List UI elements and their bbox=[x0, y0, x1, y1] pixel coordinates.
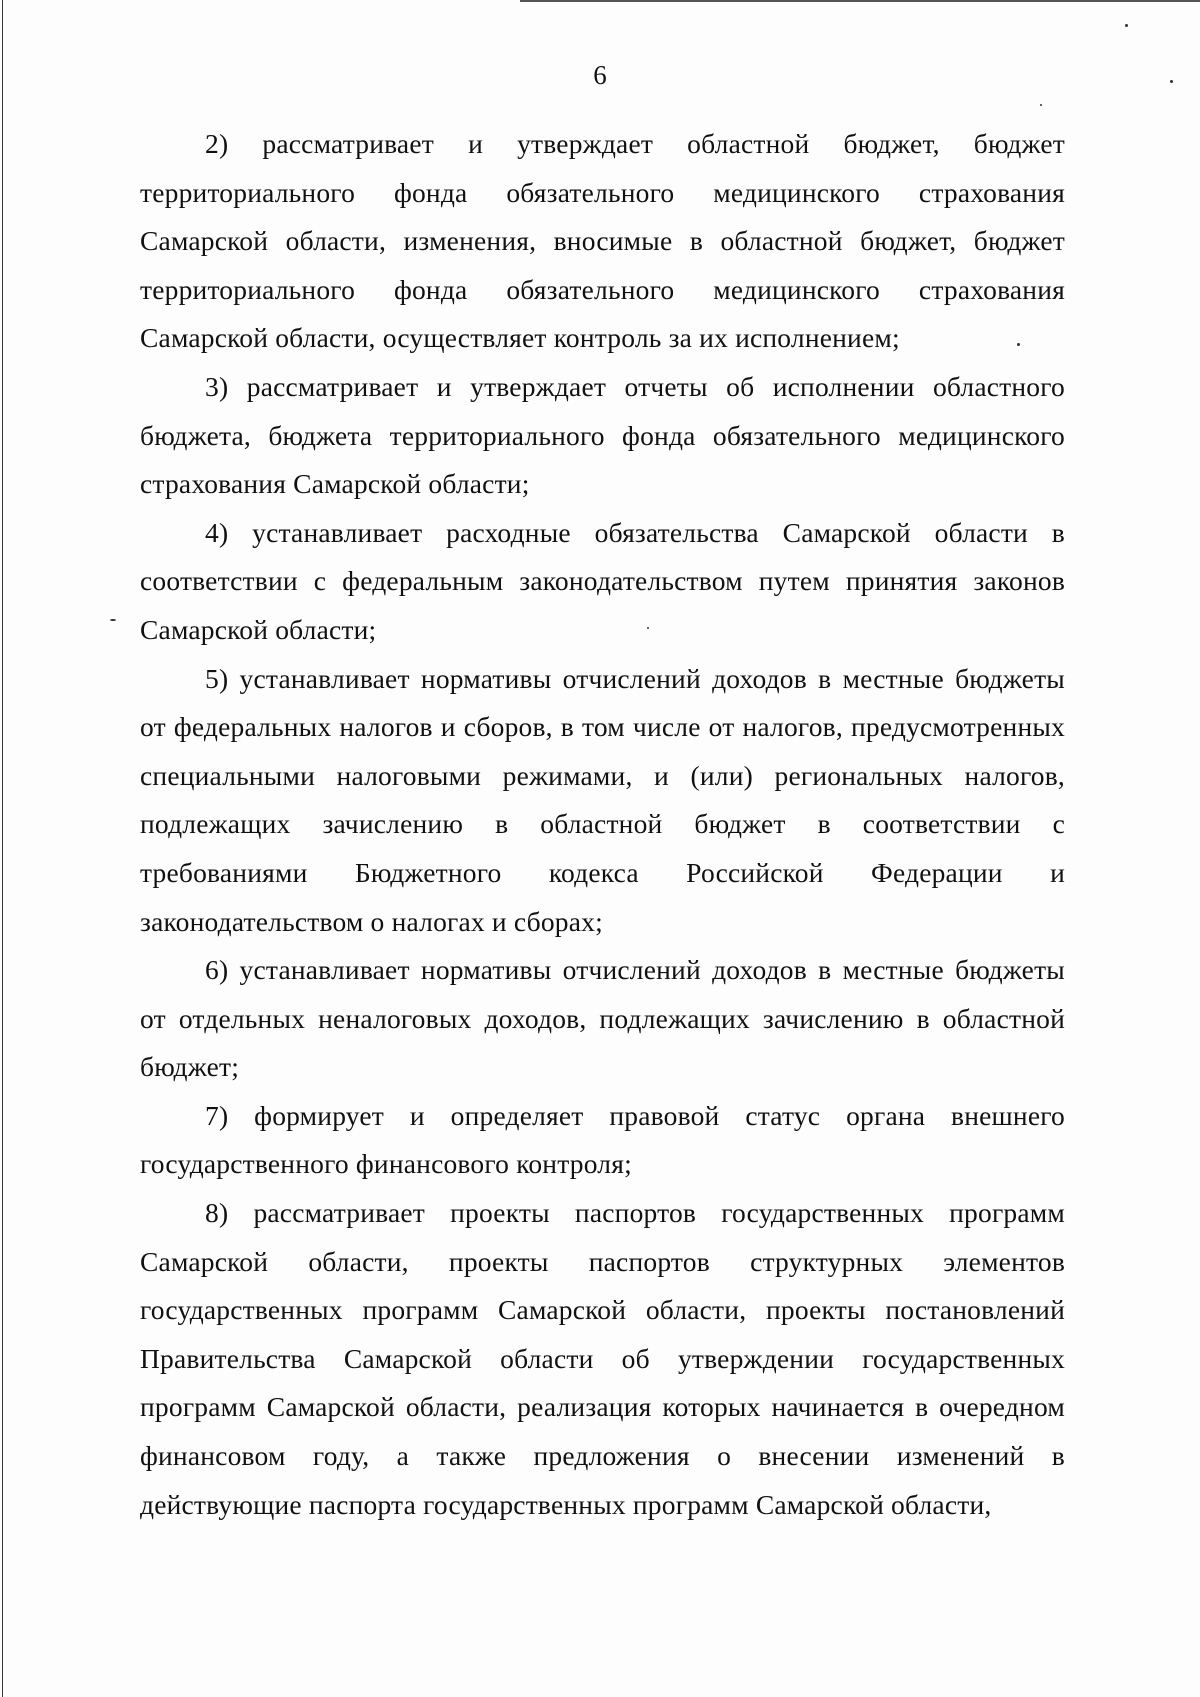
paragraph-item-3: 3) рассматривает и утверждает отчеты об исполнении областного бюджета, бюджета территориального фонда обязательного медицинского страхования Самарской области; bbox=[140, 370, 1065, 500]
paragraph-item-6: 6) устанавливает нормативы отчислений доходов в местные бюджеты от отдельных неналоговых доходов, подлежащих зачислению в областной бюджет; bbox=[140, 954, 1065, 1083]
paragraph-item-4: 4) устанавливает расходные обязательства Самарской области в соответствии с федеральным законодательством путем принятия законов Самарской области; bbox=[140, 516, 1065, 645]
scan-speck bbox=[110, 619, 116, 621]
paragraph-item-7: 7) формирует и определяет правовой статус органа внешнего государственного финансового контроля; bbox=[140, 1099, 1065, 1180]
paragraph-item-2: 2) рассматривает и утверждает областной бюджет, бюджет территориального фонда обязательного медицинского страхования Самарской области, изменения, вносимые в областной бюджет, бюджет территориального фонда обязательного медицинского страхования Самарской области, осуществляет контроль за их исполнением; bbox=[140, 128, 1065, 354]
scan-speck bbox=[1125, 24, 1128, 27]
scan-speck bbox=[1040, 104, 1042, 106]
paragraph-item-8: 8) рассматривает проекты паспортов государственных программ Самарской области, проекты паспортов структурных элементов государственных программ Самарской области, проекты постановлений Правительства Самарской области об утверждении государственных программ Самарской области, реализация которых начинается в очередном финансовом году, а также предложения о внесении изменений в действующие паспорта государственных программ Самарской области, bbox=[140, 1197, 1065, 1520]
page-number: 6 bbox=[593, 60, 607, 90]
scan-speck bbox=[647, 627, 649, 629]
paragraph-item-5: 5) устанавливает нормативы отчислений доходов в местные бюджеты от федеральных налогов и сборов, в том числе от налогов, предусмотренных специальными налоговыми режимами, и (или) региональных налогов, подлежащих зачислению в областной бюджет в соответствии с требованиями Бюджетного кодекса Российской Федерации и законодательством о налогах и сборах; bbox=[140, 662, 1065, 937]
scan-speck bbox=[1017, 343, 1020, 346]
scan-speck bbox=[1170, 80, 1173, 83]
document-body bbox=[140, 120, 1065, 1529]
scan-edge-top bbox=[520, 0, 1200, 2]
scan-edge-left bbox=[2, 0, 3, 1697]
